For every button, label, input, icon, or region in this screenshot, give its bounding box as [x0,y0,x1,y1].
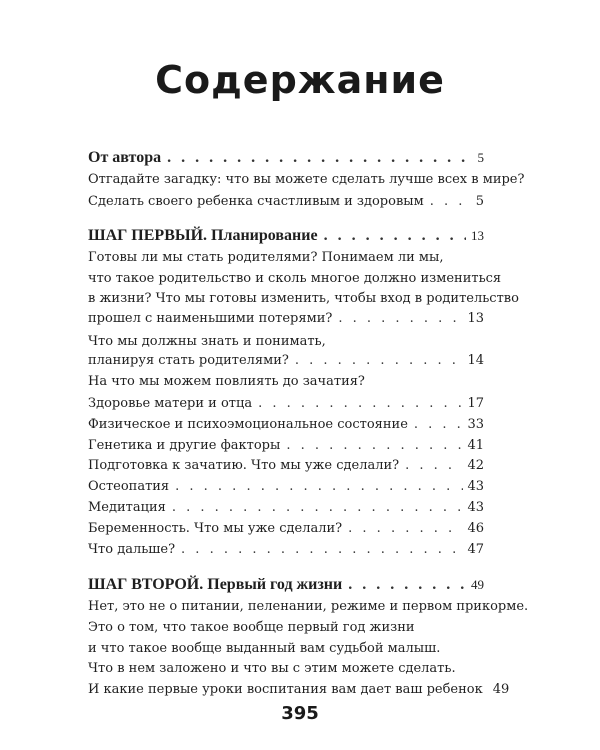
toc-page-number: 41 [467,438,484,453]
toc-entry[interactable] [88,478,484,496]
toc-entry-title: На что мы можем повлиять до зачатия? [88,374,365,389]
toc-page-number: 5 [477,150,484,165]
toc-entry-title: От автора [88,149,162,166]
toc-entry-title: Здоровье матери и отца [88,396,253,411]
toc-page-number: 17 [467,396,484,411]
toc-entry[interactable] [88,499,484,517]
toc-entry[interactable] [88,310,484,328]
leader-dots [286,437,463,455]
toc-page-number: 47 [467,542,484,557]
toc-heading-step-two[interactable] [88,576,484,594]
toc-entry-title: Генетика и другие факторы [88,438,281,453]
leader-dots [348,576,466,594]
toc-page-number: 13 [471,228,484,243]
toc-entry[interactable] [88,640,440,658]
toc-entry[interactable] [88,681,510,699]
leader-dots [295,352,464,370]
toc-entry[interactable] [88,437,484,455]
toc-page-number: 46 [467,521,484,536]
toc-entry[interactable] [88,416,484,434]
toc-entry[interactable] [88,373,365,391]
toc-entry-title: Медитация [88,500,166,515]
toc-entry-title: в жизни? Что мы готовы изменить, чтобы вход в родительство [88,291,519,306]
toc-page-number: 33 [467,417,484,432]
toc-entry-title: Беременность. Что мы уже сделали? [88,521,343,536]
toc-entry[interactable] [88,520,484,538]
toc-entry[interactable] [88,541,484,559]
toc-entry[interactable] [88,619,415,637]
toc-page-number: 49 [492,682,510,697]
toc-entry-title: прошел с наименьшими потерями? [88,311,333,326]
toc-page-number: 43 [467,479,484,494]
toc-entry-title: И какие первые уроки воспитания вам дает ваш ребенок [88,682,483,697]
toc-entry-title: что такое родительство и сколь многое должно измениться [88,271,502,286]
toc-entry-title: Это о том, что такое вообще первый год жизни [88,620,415,635]
leader-dots [181,541,463,559]
leader-dots [172,499,464,517]
toc-entry-title: Что дальше? [88,542,176,557]
leader-dots [348,520,463,538]
toc-page-number: 49 [471,577,484,592]
toc-entry[interactable] [88,193,484,211]
toc-entry-title: Физическое и психоэмоциональное состояние [88,417,408,432]
toc-page-number: 5 [475,194,484,209]
toc-heading-step-one[interactable] [88,227,484,245]
toc-entry[interactable] [88,660,456,678]
toc-entry-title: Что в нем заложено и что вы с этим можете сделать. [88,661,456,676]
toc-entry[interactable] [88,395,484,413]
toc-entry[interactable] [88,352,484,370]
toc-entry[interactable] [88,270,501,288]
toc-page-number: 42 [467,458,484,473]
toc-entry[interactable] [88,457,484,475]
toc-entry[interactable] [88,290,519,308]
toc-page-number: 43 [467,500,484,515]
toc-entry-title: Что мы должны знать и понимать, [88,334,326,349]
toc-page-number: 14 [467,353,484,368]
toc-entry-title: ШАГ ВТОРОЙ. Первый год жизни [88,576,343,593]
leader-dots [167,149,466,167]
leader-dots [175,478,463,496]
page-title: Содержание [155,58,445,102]
leader-dots [405,457,463,475]
toc-entry-title: Сделать своего ребенка счастливым и здоровым [88,194,424,209]
leader-dots [258,395,463,413]
leader-dots [338,310,463,328]
leader-dots [414,416,464,434]
toc-entry-title: Подготовка к зачатию. Что мы уже сделали? [88,458,400,473]
toc-entry-title: Готовы ли мы стать родителями? Понимаем ли мы, [88,250,444,265]
toc-heading-from-author[interactable] [88,149,484,167]
toc-entry[interactable] [88,598,528,616]
toc-entry-title: ШАГ ПЕРВЫЙ. Планирование [88,227,318,244]
toc-entry-title: Остеопатия [88,479,170,494]
toc-entry-title: планируя стать родителями? [88,353,289,368]
leader-dots [430,193,466,211]
toc-entry-title: и что такое вообще выданный вам судьбой малыш. [88,641,441,656]
page-number: 395 [281,703,319,724]
toc-entry[interactable] [88,249,444,267]
leader-dots [324,227,466,245]
toc-entry-title: Нет, это не о питании, пеленании, режиме и первом прикорме. [88,599,529,614]
toc-entry-title: Отгадайте загадку: что вы можете сделать лучше всех в мире? [88,172,525,187]
toc-entry[interactable] [88,171,524,189]
toc-entry[interactable] [88,333,326,351]
toc-page-number: 13 [467,311,484,326]
